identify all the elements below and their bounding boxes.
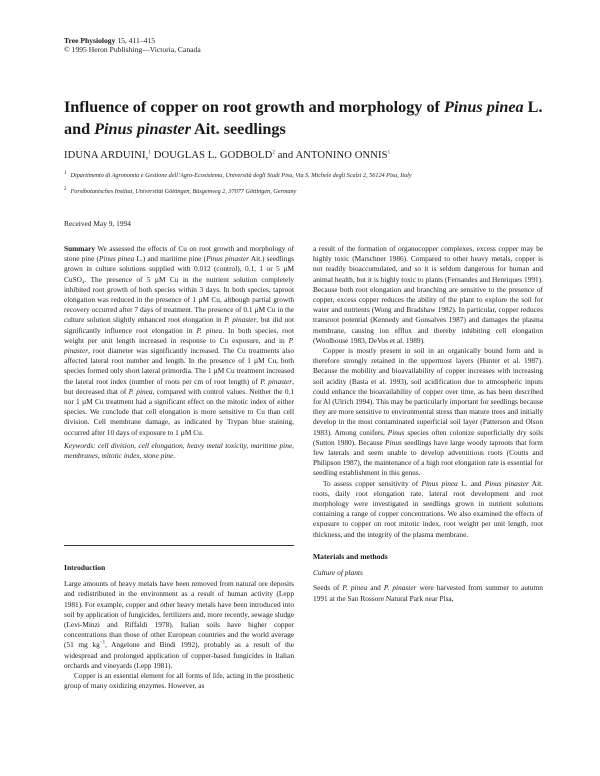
introduction-paragraph-1: Large amounts of heavy metals have been removed from natural ore deposits and redistributed in the environment as a result of human activity (Lepp 1981). For example, copper and other heavy metals have been introduced into soil by application of fungicides, fertilizers and, more recently, sewage sludge (Levi-Minzi and Riffaldi 1978). Italian soils have higher copper concentrations than those of other European countries and the world average (51 mg $kg^{-1}$, Angelone and Bindi 1992), probably as a result of the widespread and prolonged application of copper-based fungicides in Italian orchards and vineyards (Lepp 1981). — [64, 579, 294, 670]
received-date: Received May 9, 1994 — [64, 219, 131, 228]
summary-heading: Summary — [64, 244, 96, 253]
keywords: Keywords: cell division, cell elongation, heavy metal toxicity, maritime pine, membranes, mitotic index, stone pine. — [64, 440, 294, 461]
culture-heading: Culture of plants — [313, 568, 363, 578]
summary-divider — [64, 545, 294, 546]
journal-copyright: © 1995 Heron Publishing—Victoria, Canada — [64, 45, 201, 55]
culture-paragraph: Seeds of P. pinea and P. pinaster were harvested from summer to autumn 1991 at the San Rossore Natural Park near Pisa, — [313, 583, 543, 603]
affiliation-2: $^2$ Forstbotanisches Institut, Universität Göttingen, Büsgenweg 2, 37077 Göttingen, Germany — [64, 186, 297, 195]
article-title: Influence of copper on root growth and morphology of Pinus pinea L. and Pinus pinaster Ait. seedlings — [64, 98, 543, 138]
right-paragraph-2: Copper is mostly present in soil in an organically bound form and is therefore strongly retained in the uppermost layers (Hunter et al. 1987). Because the mobility and bioavailability of copper increases with increasing soil acidity (Basta et al. 1993), soil acidification due to atmospheric inputs could enhance the bioavailability of copper over time, as has been described for Al (Ulrich 1994). This may be particularly important for seedlings because they are more sensitive to environmental stress than mature trees and initially develop in the most contaminated superficial soil layer (Patterson and Olson 1983). Among conifers, Pinus species often colonize superficially dry soils (Sutton 1980). Because Pinus seedlings have large woody taproots that form few laterals and seem unable to develop adventitious roots (Coutts and Philipson 1987), the maintenance of a high root elongation rate is essential for seedling establishment in this genus. — [313, 346, 543, 478]
summary-paragraph: Summary We assessed the effects of Cu on root growth and morphology of stone pine (Pinus pinea L.) and maritime pine (Pinus pinaster Ait.) seedlings grown in culture solutions supplied with 0.012 (control), 0.1, 1 or 5 µM CuSO₄. The presence of 5 µM Cu in the nutrient solution completely inhibited root growth of both species within 3 days. In both species, taproot elongation was reduced in the presence of 1 µM Cu, although partial growth recovery occurred after 7 days of treatment. The presence of 0.1 µM Cu in the culture solution slightly enhanced root elongation in P. pinaster, but did not significantly influence root elongation in P. pinea. In both species, root weight per unit length increased in response to Cu exposure, and in P. pinaster, root diameter was significantly increased. The Cu treatments also affected lateral root number and length. In the presence of 1 µM Cu, both species formed only short lateral primordia. The 1 µM Cu treatment increased the lateral root index (number of roots per cm of root length) of P. pinaster, but decreased that of P. pinea, compared with control values. Neither the 0.1 nor 1 µM Cu treatment had a significant effect on the mitotic index of either species. We conclude that cell elongation is more sensitive to Cu than cell division. Cell membrane damage, as indicated by Trypan blue staining, occurred after 10 days of exposure to 1 µM Cu. — [64, 244, 295, 437]
journal-name: Tree Physiology — [64, 36, 116, 45]
right-paragraph-3: To assess copper sensitivity of Pinus pinea L. and Pinus pinaster Ait. roots, daily root elongation rate, lateral root development and root morphology were investigated in seedlings grown in nutrient solutions containing a range of copper concentrations. We also examined the effects of exposure to copper on root mitotic index, root weight per unit length, root thickness, and the integrity of the plasma membrane. — [313, 478, 544, 539]
introduction-section — [64, 563, 294, 691]
author-list: IDUNA ARDUINI,$^1$ DOUGLAS L. GODBOLD$^2$ and ANTONINO ONNIS$^1$ — [64, 150, 391, 161]
journal-header — [64, 36, 201, 55]
right-paragraph-1: a result of the formation of organocopper complexes, excess copper may be highly toxic (Marschner 1986). Compared to other heavy metals, copper is not readily bioaccumulated, and so it is seldom dangerous for human and animal health, but it is highly toxic to plants (Fernandes and Henriques 1991). Because both root elongation and branching are sensitive to the presence of copper, excess copper reduces the ability of the plant to explore the soil for water and nutrients (Wong and Bradshaw 1982). In particular, copper reduces transroot potential (Kennedy and Gonsalves 1987) and damages the plasma membrane, causing ion efflux and thereby inhibiting cell elongation (Woolhouse 1983, DeVos et al. 1989). — [313, 244, 543, 345]
introduction-paragraph-2: Copper is an essential element for all forms of life, acting in the prosthetic group of many oxidizing enzymes. However, as — [64, 671, 294, 691]
left-column — [64, 244, 294, 461]
affiliation-1: $^1$ Dipartimento di Agronomia e Gestione dell’Agro-Ecosistema, Università degli Studi Pisa, Via S. Michele degli Scalzi 2, 56124 Pisa, Italy — [64, 170, 412, 179]
methods-heading: Materials and methods — [313, 551, 388, 561]
introduction-heading: Introduction — [64, 563, 106, 572]
right-column — [313, 244, 543, 604]
journal-ref: 15, 411–415 — [117, 36, 155, 45]
